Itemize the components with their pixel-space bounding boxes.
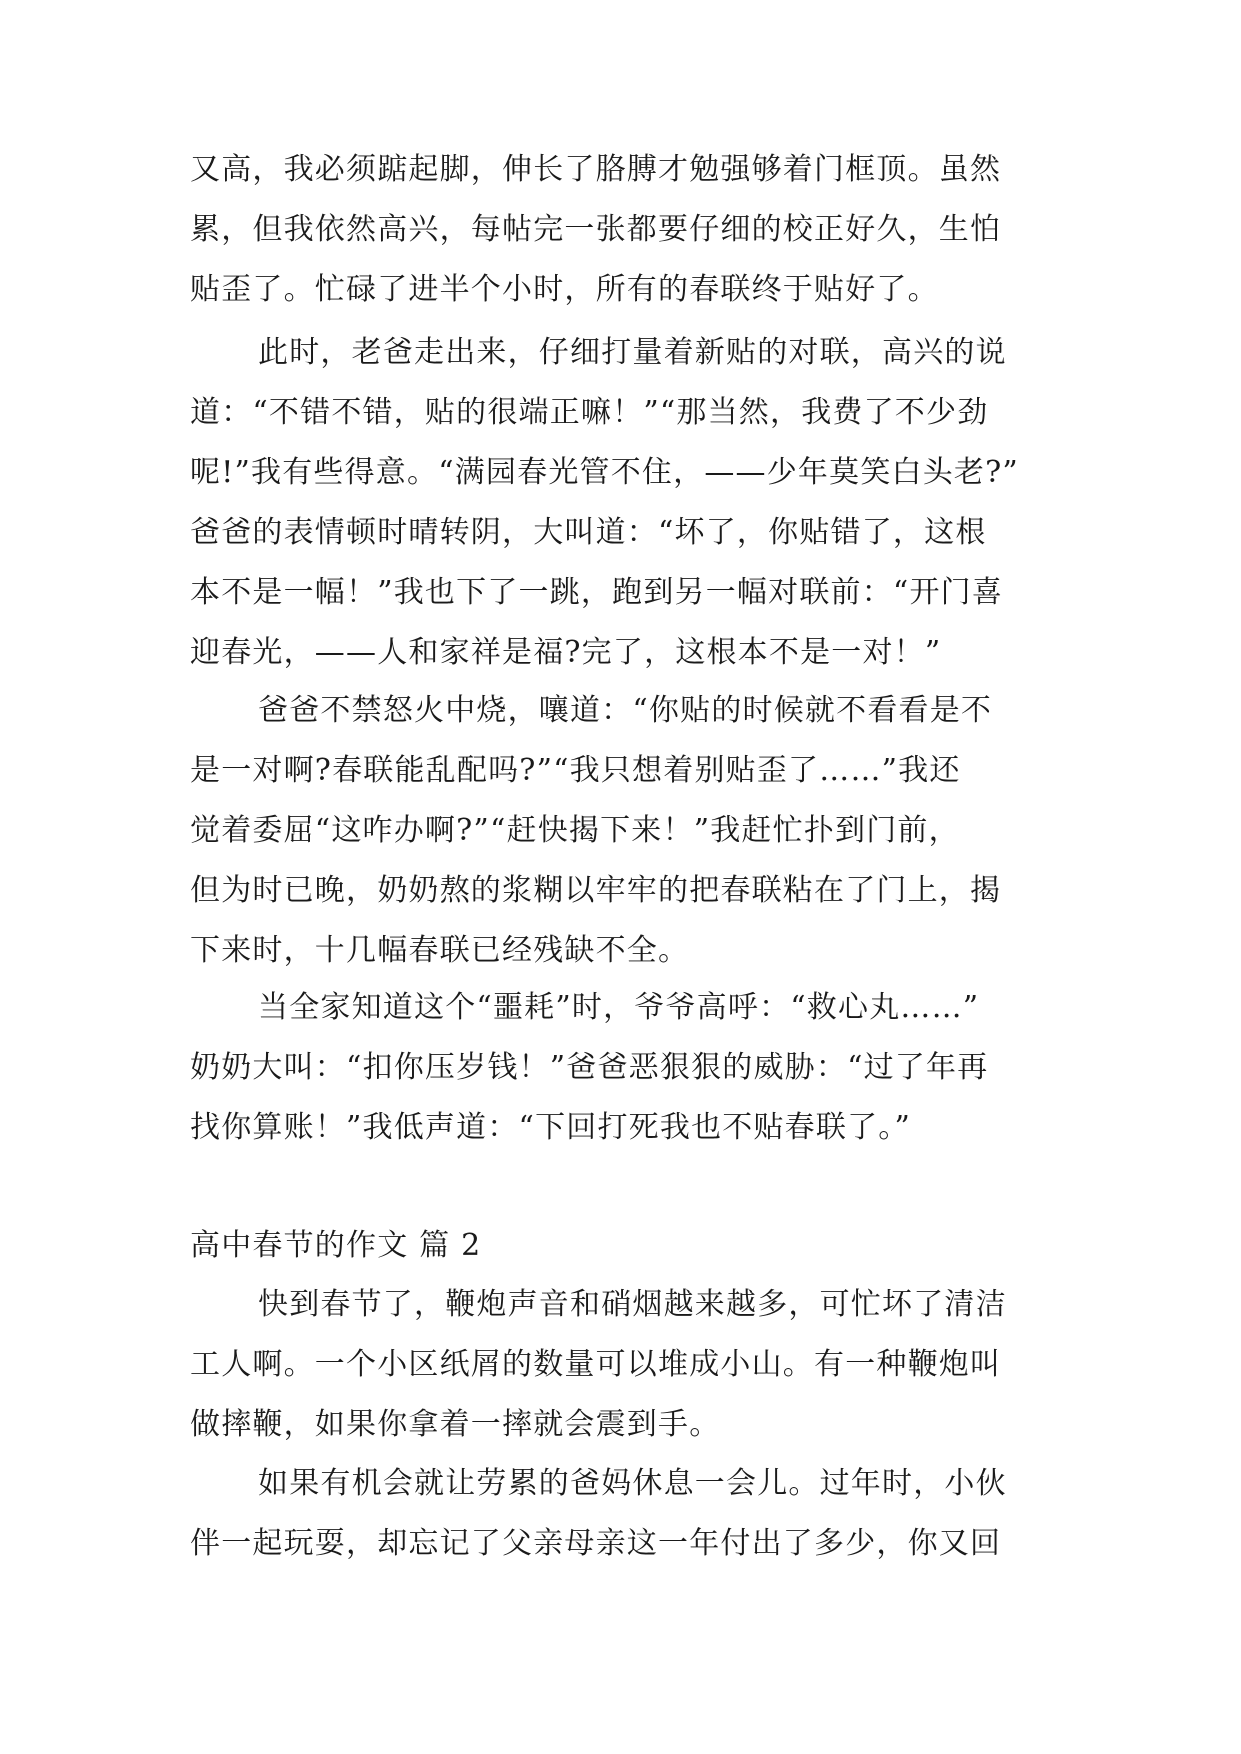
paragraph-4	[190, 978, 1050, 1158]
text-line: 道：“不错不错，贴的很端正嘛！”“那当然，我费了不少劲	[190, 395, 989, 430]
text-line: 又高，我必须踮起脚，伸长了胳膊才勉强够着门框顶。虽然	[190, 152, 1002, 187]
text-line: 是一对啊?春联能乱配吗?”“我只想着别贴歪了……”我还	[190, 753, 961, 788]
text-line: 工人啊。一个小区纸屑的数量可以堆成小山。有一种鞭炮叫	[190, 1347, 1002, 1382]
text-line: 下来时，十几幅春联已经残缺不全。	[190, 933, 690, 968]
section-heading-block	[190, 1216, 1050, 1276]
text-line: 迎春光，——人和家祥是福?完了，这根本不是一对！”	[190, 635, 942, 670]
paragraph-3	[190, 681, 1050, 981]
text-line: 觉着委屈“这咋办啊?”“赶快揭下来！”我赶忙扑到门前，	[190, 813, 960, 848]
text-line: 爸爸的表情顿时晴转阴，大叫道：“坏了，你贴错了，这根	[190, 515, 987, 550]
paragraph-5	[190, 1275, 1050, 1455]
text-line: 找你算账！”我低声道：“下回打死我也不贴春联了。”	[190, 1110, 912, 1145]
paragraph-6	[190, 1454, 1050, 1574]
text-line: 如果有机会就让劳累的爸妈休息一会儿。过年时，小伙	[258, 1466, 1007, 1501]
text-line: 呢!”我有些得意。“满园春光管不住，——少年莫笑白头老?”	[190, 455, 1019, 490]
section-heading: 高中春节的作文 篇 2	[190, 1228, 482, 1263]
paragraph-2	[190, 323, 1050, 683]
text-line: 此时，老爸走出来，仔细打量着新贴的对联，高兴的说	[258, 335, 1007, 370]
text-line: 但为时已晚，奶奶熬的浆糊以牢牢的把春联粘在了门上，揭	[190, 873, 1002, 908]
text-line: 贴歪了。忙碌了进半个小时，所有的春联终于贴好了。	[190, 272, 939, 307]
text-line: 快到春节了，鞭炮声音和硝烟越来越多，可忙坏了清洁	[258, 1287, 1007, 1322]
text-line: 爸爸不禁怒火中烧，嚷道：“你贴的时候就不看看是不	[258, 693, 993, 728]
text-line: 本不是一幅！”我也下了一跳，跑到另一幅对联前：“开门喜	[190, 575, 1004, 610]
text-line: 累，但我依然高兴，每帖完一张都要仔细的校正好久，生怕	[190, 212, 1002, 247]
text-line: 做摔鞭，如果你拿着一摔就会震到手。	[190, 1407, 721, 1442]
text-line: 伴一起玩耍，却忘记了父亲母亲这一年付出了多少，你又回	[190, 1526, 1002, 1561]
paragraph-1	[190, 140, 1050, 320]
text-line: 当全家知道这个“噩耗”时，爷爷高呼：“救心丸……”	[258, 990, 980, 1025]
text-line: 奶奶大叫：“扣你压岁钱！”爸爸恶狠狠的威胁：“过了年再	[190, 1050, 989, 1085]
